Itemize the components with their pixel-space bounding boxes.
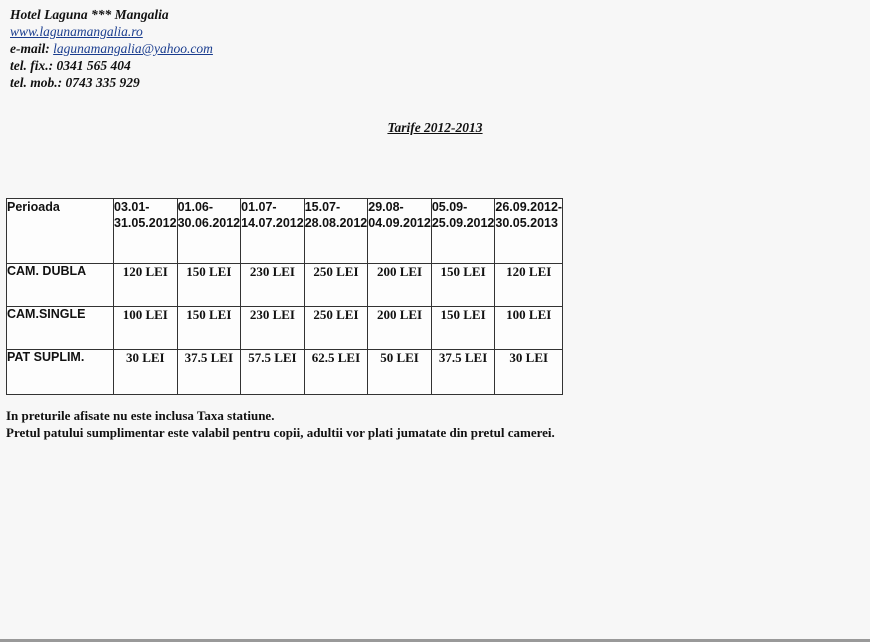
price-cell: 150 LEI: [431, 264, 495, 307]
note-extra-bed: Pretul patului sumplimentar este valabil pentru copii, adultii vor plati jumatate din pretul camerei.: [6, 425, 555, 440]
email-link[interactable]: lagunamangalia@yahoo.com: [53, 41, 213, 56]
price-cell: 200 LEI: [368, 307, 432, 350]
table-row: [7, 307, 563, 350]
hotel-name: Hotel Laguna *** Mangalia: [10, 7, 169, 22]
table-row: [7, 350, 563, 395]
period-header: Perioada: [7, 199, 114, 264]
website-link[interactable]: www.lagunamangalia.ro: [10, 24, 143, 39]
price-cell: 57.5 LEI: [241, 350, 305, 395]
price-cell: 30 LEI: [114, 350, 178, 395]
period-cell: 03.01- 31.05.2012: [114, 199, 178, 264]
price-cell: 30 LEI: [495, 350, 563, 395]
page-title: Tarife 2012-2013: [387, 120, 483, 135]
period-cell: 15.07- 28.08.2012: [304, 199, 368, 264]
price-cell: 62.5 LEI: [304, 350, 368, 395]
rates-table: [6, 198, 563, 395]
phone-mobile: tel. mob.: 0743 335 929: [10, 75, 140, 90]
price-cell: 37.5 LEI: [177, 350, 241, 395]
row-label: CAM. DUBLA: [7, 264, 114, 307]
hotel-header: [10, 6, 213, 91]
phone-fixed: tel. fix.: 0341 565 404: [10, 58, 131, 73]
period-cell: 01.06- 30.06.2012: [177, 199, 241, 264]
price-cell: 37.5 LEI: [431, 350, 495, 395]
period-cell: 26.09.2012- 30.05.2013: [495, 199, 563, 264]
email-label: e-mail:: [10, 41, 54, 56]
row-label: PAT SUPLIM.: [7, 350, 114, 395]
price-cell: 100 LEI: [114, 307, 178, 350]
price-cell: 200 LEI: [368, 264, 432, 307]
price-cell: 250 LEI: [304, 307, 368, 350]
note-tax: In preturile afisate nu este inclusa Taxa statiune.: [6, 408, 275, 423]
notes: [6, 407, 555, 441]
price-cell: 120 LEI: [495, 264, 563, 307]
price-cell: 50 LEI: [368, 350, 432, 395]
table-header-row: [7, 199, 563, 264]
table-row: [7, 264, 563, 307]
price-cell: 230 LEI: [241, 307, 305, 350]
price-cell: 230 LEI: [241, 264, 305, 307]
period-cell: 01.07- 14.07.2012: [241, 199, 305, 264]
price-cell: 150 LEI: [431, 307, 495, 350]
period-cell: 29.08- 04.09.2012: [368, 199, 432, 264]
row-label: CAM.SINGLE: [7, 307, 114, 350]
period-cell: 05.09- 25.09.2012: [431, 199, 495, 264]
price-cell: 100 LEI: [495, 307, 563, 350]
price-cell: 250 LEI: [304, 264, 368, 307]
price-cell: 120 LEI: [114, 264, 178, 307]
price-cell: 150 LEI: [177, 264, 241, 307]
price-cell: 150 LEI: [177, 307, 241, 350]
